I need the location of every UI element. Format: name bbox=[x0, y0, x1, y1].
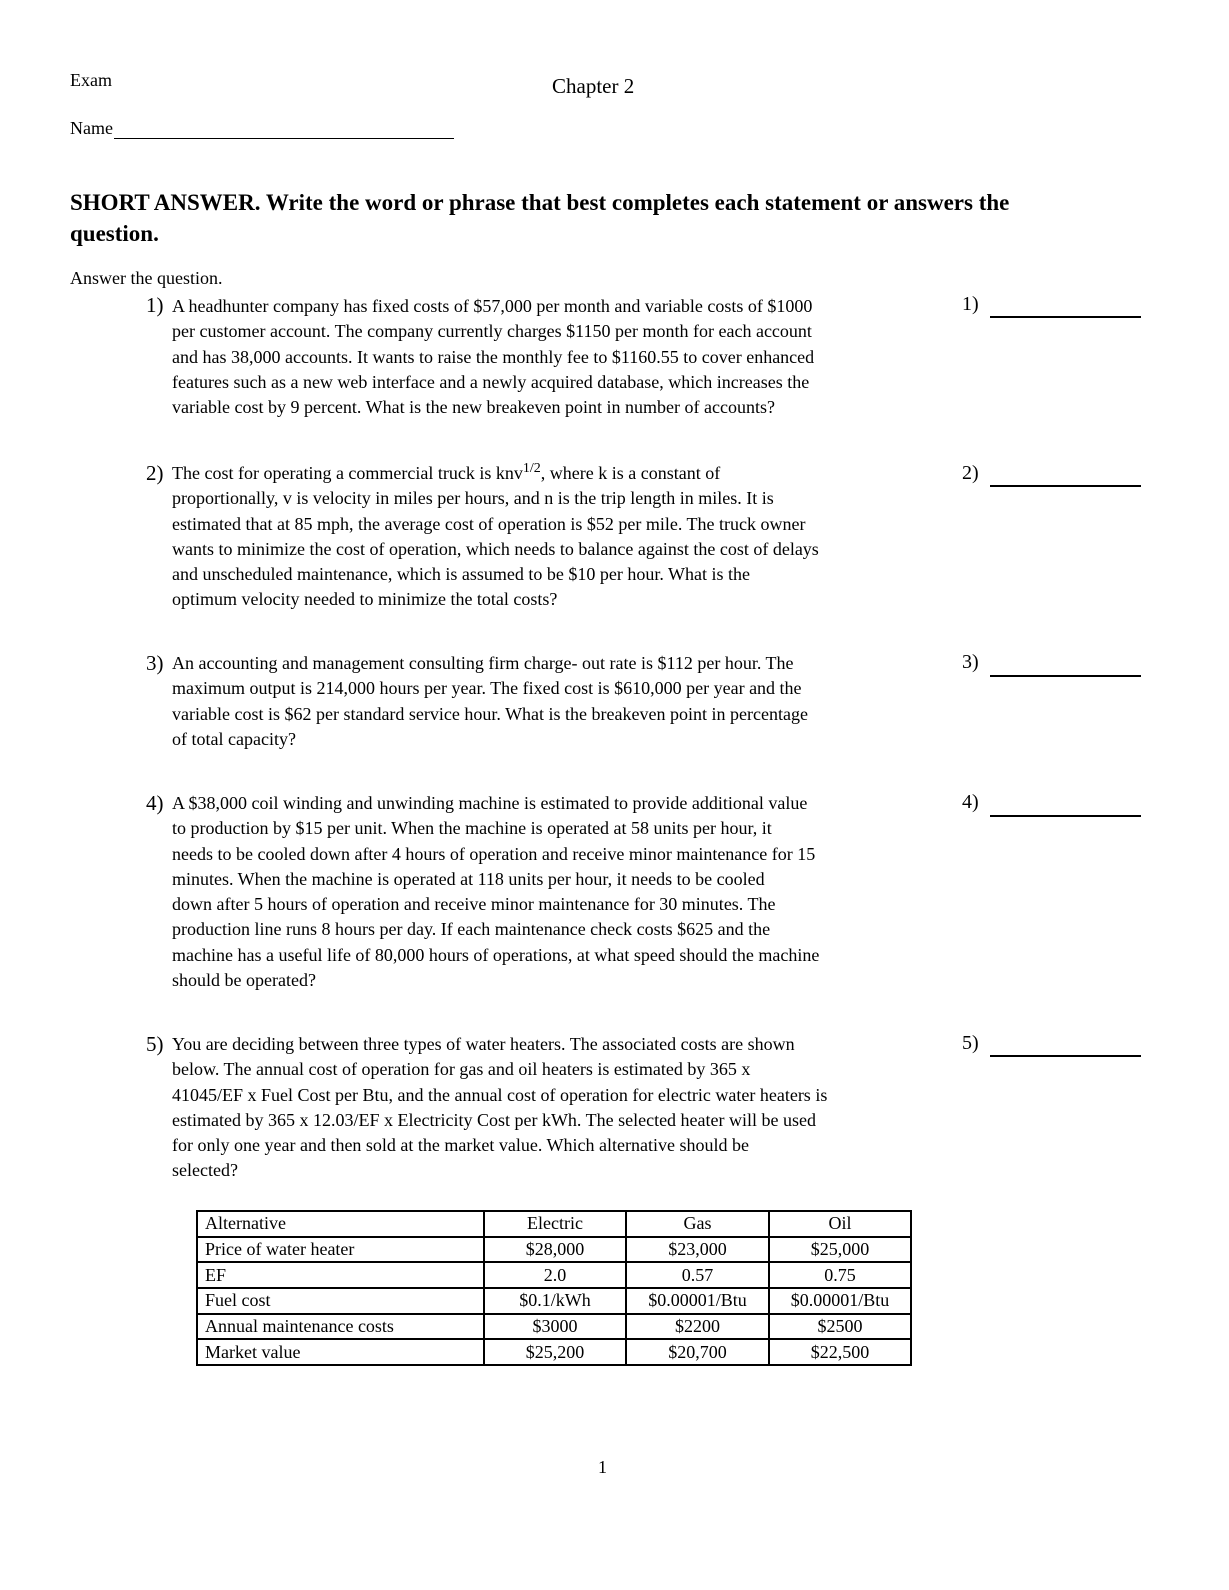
question-text: You are deciding between three types of water heaters. The associated costs are shown below. The annual cost of operation for gas and oil heaters is estimated by 365 x 41045/EF x Fuel Cost per Btu, and the annual cost of operation for electric water heaters is estimated by 365 x 12.03/EF x Electricity Cost per kWh. The selected heater will be used for only one year and then sold at the market value. Which alternative should be selected? bbox=[172, 1034, 828, 1181]
name-blank-line[interactable] bbox=[114, 122, 454, 139]
table-row bbox=[197, 1237, 911, 1263]
question-number: 3) bbox=[146, 651, 164, 675]
table-row bbox=[197, 1339, 911, 1365]
question-text: A $38,000 coil winding and unwinding machine is estimated to provide additional value to production by $15 per unit. When the machine is operated at 58 units per hour, it needs to be cooled down after 4 hours of operation and receive minor maintenance for 15 minutes. When the machine is operated at 118 units per hour, it needs to be cooled down after 5 hours of operation and receive minor maintenance for 30 minutes. The production line runs 8 hours per day. If each maintenance check costs $625 and the machine has a useful life of 80,000 hours of operations, at what speed should the machine should be operated? bbox=[172, 793, 820, 991]
question-number: 2) bbox=[146, 461, 164, 485]
exponent: 1/2 bbox=[522, 461, 541, 476]
table-header-cell: Electric bbox=[484, 1211, 626, 1237]
chapter-title: Chapter 2 bbox=[552, 74, 635, 98]
question-number: 4) bbox=[146, 791, 164, 815]
name-row bbox=[70, 118, 454, 139]
answer-blank[interactable] bbox=[990, 815, 1141, 817]
answer-label: 2) bbox=[962, 462, 979, 484]
table-cell: $2200 bbox=[626, 1314, 769, 1340]
answer-blank[interactable] bbox=[990, 316, 1141, 318]
answer-blank[interactable] bbox=[990, 675, 1141, 677]
text-before: The cost for operating a commercial truck is knv bbox=[172, 463, 523, 483]
table-cell: Market value bbox=[197, 1339, 484, 1365]
question-number: 1) bbox=[146, 293, 164, 317]
table-header-cell: Gas bbox=[626, 1211, 769, 1237]
table-cell: $3000 bbox=[484, 1314, 626, 1340]
table-cell: $2500 bbox=[769, 1314, 911, 1340]
table-header-cell: Alternative bbox=[197, 1211, 484, 1237]
table-cell: $0.00001/Btu bbox=[626, 1288, 769, 1314]
page-number: 1 bbox=[598, 1457, 607, 1477]
answer-label: 3) bbox=[962, 651, 979, 673]
exam-label: Exam bbox=[70, 70, 112, 90]
table-cell: EF bbox=[197, 1262, 484, 1288]
table-cell: Price of water heater bbox=[197, 1237, 484, 1263]
table-cell: $25,200 bbox=[484, 1339, 626, 1365]
question-text bbox=[172, 461, 962, 613]
answer-blank[interactable] bbox=[990, 485, 1141, 487]
table-row bbox=[197, 1288, 911, 1314]
section-label: Answer the question. bbox=[70, 268, 223, 288]
table-cell: Fuel cost bbox=[197, 1288, 484, 1314]
table-cell: $20,700 bbox=[626, 1339, 769, 1365]
table-cell: 0.57 bbox=[626, 1262, 769, 1288]
table-cell: $25,000 bbox=[769, 1237, 911, 1263]
table-header-cell: Oil bbox=[769, 1211, 911, 1237]
table-cell: $28,000 bbox=[484, 1237, 626, 1263]
answer-label: 5) bbox=[962, 1032, 979, 1054]
table-cell: 0.75 bbox=[769, 1262, 911, 1288]
water-heater-table bbox=[196, 1210, 912, 1366]
question-text: An accounting and management consulting firm charge- out rate is $112 per hour. The maximum output is 214,000 hours per year. The fixed cost is $610,000 per year and the variable cost is $62 per standard service hour. What is the breakeven point in percentage of total capacity? bbox=[172, 653, 808, 749]
text-after: , where k is a constant of proportionally, v is velocity in miles per hours, and n is the trip length in miles. It is estimated that at 85 mph, the average cost of operation is $52 per mile. The truck owner wants to minimize the cost of operation, which needs to balance against the cost of delays and unscheduled maintenance, which is assumed to be $10 per hour. What is the optimum velocity needed to minimize the total costs? bbox=[172, 463, 819, 610]
answer-blank[interactable] bbox=[990, 1055, 1141, 1057]
table-cell: $22,500 bbox=[769, 1339, 911, 1365]
table-cell: $23,000 bbox=[626, 1237, 769, 1263]
table-cell: $0.00001/Btu bbox=[769, 1288, 911, 1314]
answer-label: 1) bbox=[962, 293, 979, 315]
question-text: A headhunter company has fixed costs of $57,000 per month and variable costs of $1000 per customer account. The company currently charges $1150 per month for each account and has 38,000 accounts. It wants to raise the monthly fee to $1160.55 to cover enhanced features such as a new web interface and a newly acquired database, which increases the variable cost by 9 percent. What is the new breakeven point in number of accounts? bbox=[172, 296, 815, 418]
table-row bbox=[197, 1314, 911, 1340]
table-cell: 2.0 bbox=[484, 1262, 626, 1288]
answer-label: 4) bbox=[962, 791, 979, 813]
instructions-heading: SHORT ANSWER. Write the word or phrase that best completes each statement or answers the question. bbox=[70, 190, 1010, 246]
table-header-row bbox=[197, 1211, 911, 1237]
question-number: 5) bbox=[146, 1032, 164, 1056]
table-cell: $0.1/kWh bbox=[484, 1288, 626, 1314]
name-label: Name bbox=[70, 118, 113, 138]
table-row bbox=[197, 1262, 911, 1288]
table-cell: Annual maintenance costs bbox=[197, 1314, 484, 1340]
